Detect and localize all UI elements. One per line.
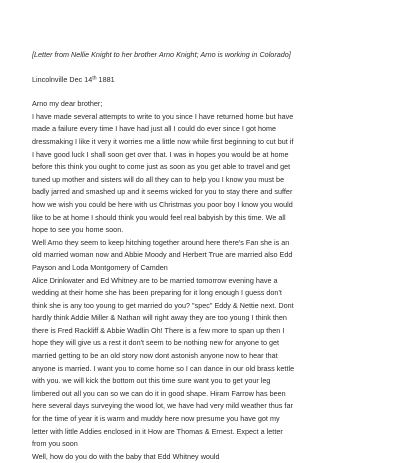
- text-line: tuned up mother and sisters will do all they can to help you I know you must be: [32, 174, 285, 184]
- text-line: with you. we will kick the bottom out this time sure want you to get your leg: [32, 376, 271, 386]
- text-line: badly jarred and smashed up and it seems wicked for you to stay there and suffer: [32, 187, 293, 197]
- text-line: for the time of year it is warm and muddy here now presume you have got my: [32, 414, 280, 424]
- text-line-cut-off: Well, how do you do with the baby that Edd Whitney would: [32, 451, 220, 461]
- text-line: wedding at their home she has been preparing for it long enough I guess don't: [32, 288, 282, 298]
- text-line: anyone is married. I want you to come home so I can dance in our old brass kettle: [32, 363, 295, 373]
- text-line: letter with little Addies enclosed in it How are Thomas & Ernest. Expect a letter: [32, 426, 283, 436]
- text-line: how we wish you could be here with us Christmas you poor boy I know you would: [32, 199, 293, 209]
- paragraph-homecoming: [32, 111, 388, 237]
- text-line: from you soon: [32, 439, 78, 449]
- text-line: think she is any too young to get married do you? "spec" Eddy & Nettie next. Dont: [32, 300, 294, 310]
- letter-year: 1881: [96, 74, 115, 84]
- text-line: Well Arno they seem to keep hitching together around here there's Fan she is an: [32, 237, 290, 247]
- paragraph-marriages: [32, 237, 388, 275]
- text-line: dressmaking I like it very it worries me a little now while first beginning to cut but if: [32, 136, 294, 146]
- text-line: Alice Drinkwater and Ed Whitney are to be married tomorrow evening have a: [32, 275, 278, 285]
- text-line: I have good luck I shall soon get over that. I was in hopes you would be at home: [32, 149, 289, 159]
- place-date: Lincolnville Dec 14: [32, 74, 93, 84]
- text-line: before this think you ought to come just as soon as you get able to travel and get: [32, 162, 291, 172]
- text-line: like to be at home I should think you would feel real babyish by this time. We all: [32, 212, 286, 222]
- text-line: there is Fred Rackliff & Abbie Wadlin Oh! There is a few more to span up then I: [32, 325, 285, 335]
- date-ordinal-suffix: th: [92, 75, 97, 82]
- letter-dateline: [32, 74, 388, 87]
- text-line: married getting to be an old story now dont astonish anyone now to hear that: [32, 351, 278, 361]
- paragraph-wedding-news: [32, 275, 388, 451]
- text-line: limbered out all you can so we can do it in good shape. Hiram Farrow has been: [32, 388, 286, 398]
- text-line: old married woman now and Abbie Moody and Herbert True are married also Edd: [32, 250, 293, 260]
- salutation: Arno my dear brother;: [32, 99, 103, 109]
- letter-body: [32, 49, 388, 463]
- text-line: hope they will give us a rest it don't seem to be nothing new for anyone to get: [32, 338, 280, 348]
- text-line: hardly think Addie Miller & Nathan will right away they are too young I think then: [32, 313, 287, 323]
- text-line: Payson and Loda Montgomery of Camden: [32, 262, 168, 272]
- text-line: I have made several attempts to write to you since I have returned home but have: [32, 111, 294, 121]
- text-line: hope to see you home soon.: [32, 225, 124, 235]
- text-line: made a failure every time I have had just all I could do ever since I got home: [32, 124, 277, 134]
- editorial-note: [Letter from Nellie Knight to her brother Arno Knight; Arno is working in Colorado]: [32, 50, 291, 59]
- text-line: here several days surveying the wood lot, we have had very mild weather thus far: [32, 401, 293, 411]
